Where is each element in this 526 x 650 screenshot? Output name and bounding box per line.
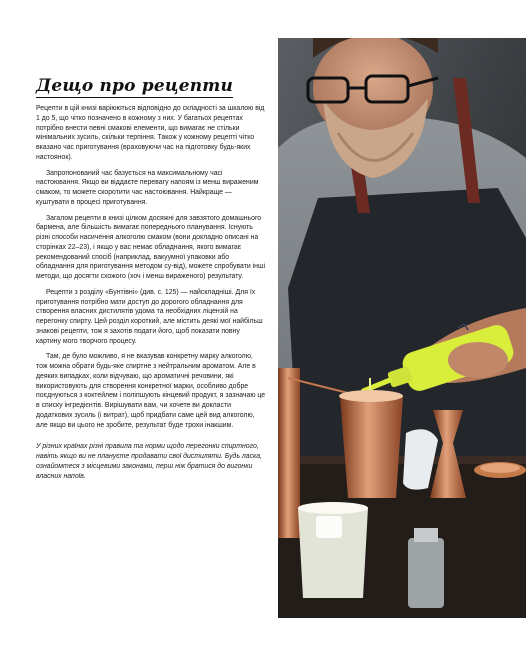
copper-shaker — [340, 396, 403, 498]
bartender-photo — [278, 38, 526, 618]
paragraph-brands: Там, де було можливо, я не вказував конкретну марку алкоголю, тож можна обрати будь-яке спиртне з нейтральним ароматом. Але в деяких випадках, коли відчуваю, що ароматичні речовини, які використовують для створення конкретної марки, особливо добре поєднуються з коктейлем і поліпшують кінцевий продукт, я зазначаю це в списку інгредієнтів. Вирішувати вам, чи хочете ви докласти додаткових зусиль (і витрат), щоб придбати саме цей вид алкоголю, але якщо ви цього не зробите, результат буде трохи інакшим. — [36, 353, 266, 429]
paragraph-intro: Рецепти в цій книзі варіюються відповідно до складності за шкалою від 1 до 5, що чітко позначено в кожному з них. У багатьох рецептах потрібно внести певні смакові елементи, що вимагає не стільки мінімальних зусиль, скільки терпіння. Також у кожному рецепті чітко вказано час приготування (враховуючи час на підготовку будь-яких настоянок). — [36, 105, 265, 161]
text-column — [36, 76, 266, 481]
cocktail-glass — [298, 502, 368, 598]
paragraph-infusion-time: Запропонований час базується на максимальному часі настоювання. Якщо ви віддаєте перевагу напоям із менш вираженим смаком, то можете скоротити час настоювання. Найкраще — куштувати в процесі приготування. — [36, 169, 259, 206]
paragraph-legal-note: У різних країнах різні правила та норми щодо перегонки спиртного, навіть якщо ви не плануєте продавати свої дистиляти. Будь ласка, ознайомтеся з місцевими законами, перш ніж братися до вигонки власних напоїв. — [36, 443, 263, 480]
page-title: Дещо про рецепти — [36, 76, 234, 96]
paragraph-planning: Загалом рецепти в книзі цілком досяжні для завзятого домашнього бармена, але більшість вимагає попереднього планування. Існують різні способи насичення алкоголю смаком (вони докладно описані на сторінках 22–23), і якщо у вас немає обладнання, якого вимагає рекомендований спосіб (наприклад, вакуумної упаковки або обладнання для приготування методом су-від), можете спробувати інші методи, що досягти схожого (хоч і менш вираженого) результату. — [36, 214, 266, 280]
paragraph-rebel-section: Рецепти з розділу «Бунтівні» (див. с. 125) — найскладніші. Для їх приготування потрібно мати доступ до дорогого обладнання для створення власних дистилятів удома та необхідних ліцензій на перегонку спирту. Цей розділ короткий, але містить деякі мої найбільш знакові рецепти, тож я захотів подати його, щоб показати повну картину мого творчого процесу. — [36, 288, 263, 345]
photo-illustration — [278, 38, 526, 618]
